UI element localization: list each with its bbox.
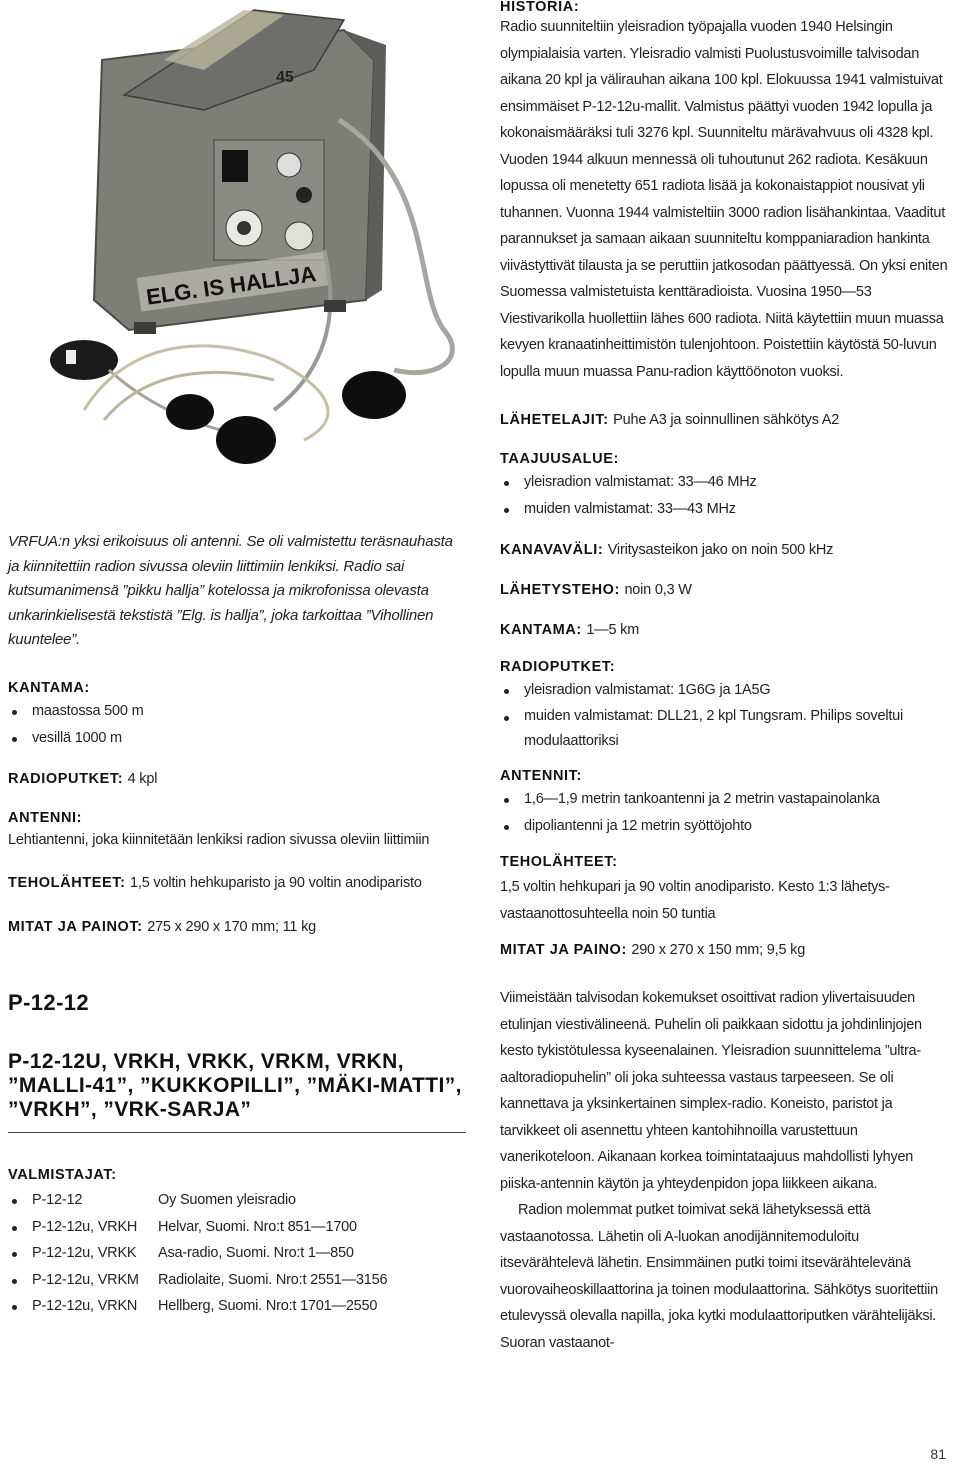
kantama-value-right: 1—5 km <box>586 622 640 638</box>
table-row <box>8 1187 387 1214</box>
radioputket-heading: RADIOPUTKET: <box>8 771 124 787</box>
teholahteet-value-right: 1,5 voltin hehkupari ja 90 voltin anodiparisto. Kesto 1:3 lähetys-vastaanottosuhteella noin 50 tuntia <box>500 879 890 922</box>
mitat-value-right: 290 x 270 x 150 mm; 9,5 kg <box>631 942 806 958</box>
right-column <box>500 0 952 1356</box>
lahetelajit-value: Puhe A3 ja soinnullinen sähkötys A2 <box>613 412 840 428</box>
mfg-model: P-12-12u, VRKH <box>8 1214 158 1241</box>
taajuusalue-section <box>500 451 952 523</box>
valmistajat-table <box>8 1187 387 1320</box>
list-item: dipoliantenni ja 12 metrin syöttöjohto <box>500 813 952 840</box>
valmistajat-heading: VALMISTAJAT: <box>8 1167 117 1183</box>
list-item: muiden valmistamat: DLL21, 2 kpl Tungsram. Philips soveltui modulaattoriksi <box>500 704 952 754</box>
kanavavali-heading: KANAVAVÄLI: <box>500 542 604 558</box>
table-row <box>8 1293 387 1320</box>
mitat-section <box>8 918 470 936</box>
radio-photo <box>14 0 486 470</box>
mfg-maker: Hellberg, Suomi. Nro:t 1701—2550 <box>158 1298 378 1314</box>
kantama-list <box>8 698 470 752</box>
radioputket-heading-right: RADIOPUTKET: <box>500 659 616 675</box>
radioputket-section-right <box>500 659 952 754</box>
mfg-model: P-12-12u, VRKN <box>8 1293 158 1320</box>
teholahteet-heading: TEHOLÄHTEET: <box>8 875 126 891</box>
lahetelajit-section <box>500 411 952 429</box>
taajuusalue-heading: TAAJUUSALUE: <box>500 451 619 467</box>
teholahteet-section-right <box>500 854 952 927</box>
teholahteet-heading-right: TEHOLÄHTEET: <box>500 854 618 870</box>
mfg-maker: Helvar, Suomi. Nro:t 851—1700 <box>158 1218 357 1235</box>
valmistajat-section <box>8 1167 470 1320</box>
radioputket-value: 4 kpl <box>127 771 158 787</box>
radioputket-list <box>500 677 952 754</box>
mitat-section-right <box>500 941 952 959</box>
teholahteet-section <box>8 874 470 892</box>
model-variants: P-12-12U, VRKH, VRKK, VRKM, VRKN, ”MALLI-41”, ”KUKKOPILLI”, ”MÄKI-MATTI”, ”VRKH”, ”VRK-SARJA” <box>8 1050 462 1121</box>
mfg-model: P-12-12 <box>8 1187 158 1214</box>
page-number: 81 <box>930 1446 946 1462</box>
list-item: maastossa 500 m <box>8 698 470 725</box>
table-row <box>8 1214 387 1241</box>
list-item: muiden valmistamat: 33—43 MHz <box>500 496 952 523</box>
mitat-heading-right: MITAT JA PAINO: <box>500 942 627 958</box>
list-item: yleisradion valmistamat: 33—46 MHz <box>500 469 952 496</box>
kanavavali-section <box>500 541 952 559</box>
antennit-list <box>500 786 952 840</box>
mfg-model: P-12-12u, VRKM <box>8 1267 158 1294</box>
antenni-heading: ANTENNI: <box>8 810 83 826</box>
antenni-section <box>8 810 470 848</box>
mfg-maker: Oy Suomen yleisradio <box>158 1192 296 1208</box>
antennit-section <box>500 768 952 840</box>
kantama-heading: KANTAMA: <box>8 680 90 696</box>
model-title: P-12-12 <box>8 990 90 1015</box>
list-item: yleisradion valmistamat: 1G6G ja 1A5G <box>500 677 952 704</box>
table-row <box>8 1267 387 1294</box>
body-paragraph-1: Viimeistään talvisodan kokemukset osoittivat radion ylivertaisuuden etulinjan viestivälineenä. Puhelin oli paikkaan sidottu ja johdinlinjojen kesto tykistötulessa kyseenalainen. Yleisradion suunnittelema ”ultra-aaltoradiopuhelin” oli joka suhteessa vastaus tarpeeseen. Se oli kannettava ja yksinkertainen simplex-radio. Koneisto, paristot ja tarvikkeet oli asennettu yhteen kantohihnoilla varustettuun vanerikoteloon. Aikanaan korkea toimintataajuus mahdollisti lyhyen piiska-antennin käytön ja yhteydenpidon jopa liikkeen aikana. <box>500 990 922 1192</box>
table-row <box>8 1240 387 1267</box>
divider <box>8 1132 466 1133</box>
list-item: vesillä 1000 m <box>8 725 470 752</box>
taajuusalue-list <box>500 469 952 523</box>
lahetelajit-heading: LÄHETELAJIT: <box>500 412 609 428</box>
lahetysteho-value: noin 0,3 W <box>624 582 692 598</box>
body-paragraph-2: Radion molemmat putket toimivat sekä lähetyksessä että vastaanotossa. Lähetin oli A-luokan anodijännitemoduloitu itsevärähtelevä lähetin. Ensimmäinen putki toimi itsevärähtelevänä vuorovaiheoskillaattorina ja toinen modulaattorina. Sähkötys suoritettiin etulevyssä olevalla napilla, joka kytki modulaattoriputken värähtelijäksi. Suoran vastaanot- <box>500 1202 938 1351</box>
historia-section <box>500 0 952 385</box>
case-corner-mark: 45 <box>276 69 294 86</box>
lahetysteho-heading: LÄHETYSTEHO: <box>500 582 620 598</box>
mfg-maker: Asa-radio, Suomi. Nro:t 1—850 <box>158 1245 354 1261</box>
radioputket-section <box>8 770 470 788</box>
kanavavali-value: Viritysasteikon jako on noin 500 kHz <box>607 542 834 558</box>
kantama-section <box>8 680 470 752</box>
antennit-heading: ANTENNIT: <box>500 768 582 784</box>
kantama-heading-right: KANTAMA: <box>500 622 582 638</box>
photo-caption: VRFUA:n yksi erikoisuus oli antenni. Se oli valmistettu teräsnauhasta ja kiinnitettiin radion sivussa oleviin liittimiin lenkiksi. Radio sai kutsumanimensä ”pikku hallja” kotelossa ja mikrofonissa olevasta unkarinkielisestä tekstistä ”Elg. is hallja”, joka tarkoittaa ”Vihollinen kuuntelee”. <box>8 533 453 648</box>
historia-heading: HISTORIA: <box>500 0 580 15</box>
mfg-maker: Radiolaite, Suomi. Nro:t 2551—3156 <box>158 1271 388 1288</box>
mfg-model: P-12-12u, VRKK <box>8 1240 158 1267</box>
kantama-section-right <box>500 621 952 639</box>
antenni-value: Lehtiantenni, joka kiinnitetään lenkiksi radion sivussa oleviin liittimiin <box>8 832 430 848</box>
list-item: 1,6—1,9 metrin tankoantenni ja 2 metrin vastapainolanka <box>500 786 952 813</box>
mitat-value: 275 x 290 x 170 mm; 11 kg <box>147 919 317 935</box>
case-label-text: ELG. IS HALLJA <box>144 261 318 310</box>
lahetysteho-section <box>500 581 952 599</box>
teholahteet-value: 1,5 voltin hehkuparisto ja 90 voltin anodiparisto <box>130 875 422 891</box>
historia-text: Radio suunniteltiin yleisradion työpajalla vuoden 1940 Helsingin olympialaisia varten. Yleisradio valmisti Puolustusvoimille talvisodan aikana 20 kpl ja välirauhan aikana 100 kpl. Elokuussa 1941 valmistuivat ensimmäiset P-12-12u-mallit. Valmistus päättyi vuoden 1942 lopulla ja kokonaismääräksi tuli 3276 kpl. Suunniteltu märävahvuus oli 4328 kpl. Vuoden 1944 alkuun mennessä oli tuhoutunut 262 radiota. Kesäkuun lopussa oli menetetty 651 radiota lisää ja kokonaistappiot nousivat yli tuhannen. Vuonna 1944 valmisteltiin 3000 radion lisähankintaa. Vaaditut parannukset ja samaan aikaan suunniteltu komppaniaradion hankinta viivästyttivät tilausta ja se peruttiin jatkosodan päättyessä. On yksi eniten Suomessa valmistetuista kenttäradioista. Vuosina 1950—53 Viestivarikolla huollettiin lähes 600 radiota. Niitä käytettiin muun muassa kevyen kranaatinheittimistön tulenjohtoon. Poistettiin käytöstä 50-luvun lopulla muun muassa Panu-radion käyttöönoton vuoksi. <box>500 19 948 380</box>
left-column <box>8 680 470 1320</box>
mitat-heading: MITAT JA PAINOT: <box>8 919 143 935</box>
